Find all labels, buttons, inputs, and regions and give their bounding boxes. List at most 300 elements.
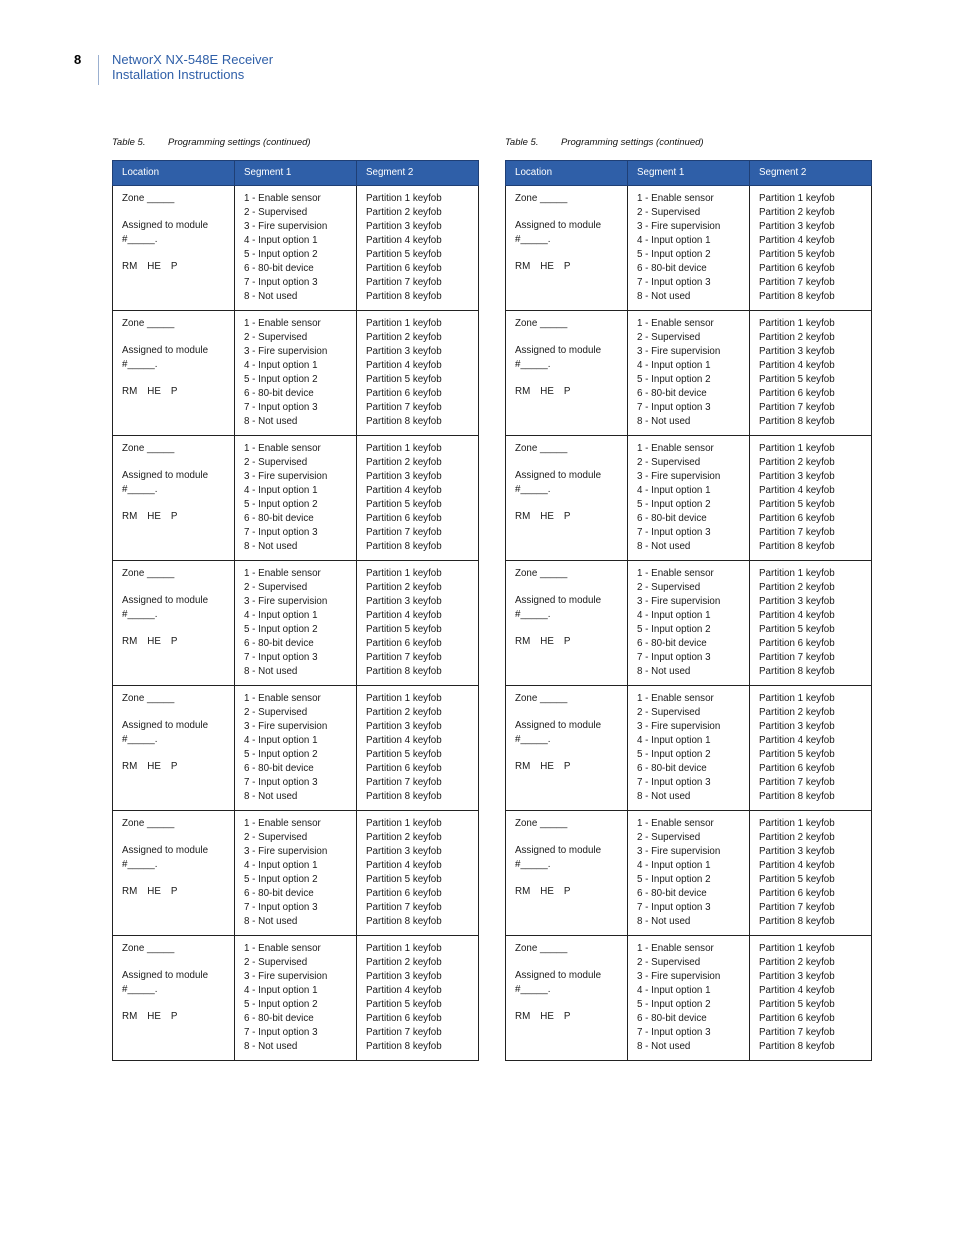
- assigned-module-label: Assigned to module: [515, 970, 602, 981]
- spacer: [122, 497, 230, 510]
- module-number-blank: #_____.: [122, 484, 158, 495]
- segment-2-option: Partition 5 keyfob: [759, 749, 835, 760]
- spacer: [122, 456, 230, 469]
- segment-1-option: 4 - Input option 1: [637, 235, 711, 246]
- segment-2-option: Partition 3 keyfob: [366, 471, 442, 482]
- flag-p: P: [563, 761, 571, 772]
- segment-2-cell: [357, 561, 479, 686]
- segment-1-option: 3 - Fire supervision: [637, 846, 721, 857]
- segment-2-option: Partition 1 keyfob: [759, 818, 835, 829]
- segment-2-option: Partition 2 keyfob: [366, 957, 442, 968]
- segment-2-option: Partition 4 keyfob: [759, 610, 835, 621]
- column-header-location: Location: [506, 161, 628, 186]
- segment-2-cell: [357, 311, 479, 436]
- assigned-module-label: Assigned to module: [122, 970, 209, 981]
- segment-2-option: Partition 7 keyfob: [366, 777, 442, 788]
- location-flags: [122, 510, 230, 524]
- segment-1-option: 8 - Not used: [637, 666, 691, 677]
- segment-2-option: Partition 5 keyfob: [759, 999, 835, 1010]
- segment-1-option: 8 - Not used: [637, 916, 691, 927]
- segment-2-option: Partition 5 keyfob: [366, 249, 442, 260]
- segment-1-option: 6 - 80-bit device: [637, 1013, 707, 1024]
- segment-1-option: 2 - Supervised: [244, 957, 308, 968]
- location-flags: [515, 510, 623, 524]
- segment-1-option: 5 - Input option 2: [244, 749, 318, 760]
- spacer: [515, 497, 623, 510]
- segment-1-option: 3 - Fire supervision: [244, 846, 328, 857]
- segment-2-option: Partition 1 keyfob: [366, 818, 442, 829]
- assigned-module-label: Assigned to module: [122, 220, 209, 231]
- segment-2-option: Partition 7 keyfob: [759, 902, 835, 913]
- segment-2-option: Partition 8 keyfob: [366, 416, 442, 427]
- flag-rm: RM: [122, 636, 138, 647]
- flag-rm: RM: [122, 1011, 138, 1022]
- segment-1-option: 2 - Supervised: [637, 582, 701, 593]
- segment-1-option: 4 - Input option 1: [637, 610, 711, 621]
- segment-1-option: 4 - Input option 1: [244, 235, 318, 246]
- segment-1-option: 7 - Input option 3: [244, 777, 318, 788]
- segment-2-option: Partition 1 keyfob: [366, 193, 442, 204]
- segment-1-cell: [235, 186, 357, 311]
- flag-rm: RM: [515, 1011, 531, 1022]
- table-row: [506, 811, 872, 936]
- segment-2-option: Partition 6 keyfob: [759, 888, 835, 899]
- location-cell: [113, 186, 235, 311]
- segment-1-option: 8 - Not used: [637, 541, 691, 552]
- flag-p: P: [170, 261, 178, 272]
- flag-he: HE: [147, 636, 161, 647]
- caption-text: Programming settings (continued): [168, 137, 311, 148]
- table-row: [113, 186, 479, 311]
- table-row: [113, 811, 479, 936]
- segment-2-option: Partition 1 keyfob: [366, 443, 442, 454]
- spacer: [515, 581, 623, 594]
- module-number-blank: #_____.: [515, 359, 551, 370]
- segment-1-option: 2 - Supervised: [244, 707, 308, 718]
- segment-1-option: 5 - Input option 2: [244, 624, 318, 635]
- segment-1-option: 1 - Enable sensor: [637, 443, 714, 454]
- segment-1-option: 7 - Input option 3: [244, 402, 318, 413]
- segment-1-option: 3 - Fire supervision: [244, 721, 328, 732]
- segment-1-option: 1 - Enable sensor: [637, 193, 714, 204]
- spacer: [122, 622, 230, 635]
- segment-1-cell: [235, 811, 357, 936]
- segment-2-cell: [750, 686, 872, 811]
- location-cell: [113, 686, 235, 811]
- segment-2-option: Partition 7 keyfob: [366, 652, 442, 663]
- assigned-module-label: Assigned to module: [122, 595, 209, 606]
- segment-2-option: Partition 3 keyfob: [759, 471, 835, 482]
- segment-2-option: Partition 4 keyfob: [759, 860, 835, 871]
- segment-1-option: 8 - Not used: [244, 666, 298, 677]
- segment-2-option: Partition 8 keyfob: [759, 291, 835, 302]
- segment-2-option: Partition 6 keyfob: [759, 513, 835, 524]
- segment-2-option: Partition 4 keyfob: [366, 360, 442, 371]
- spacer: [515, 997, 623, 1010]
- spacer: [122, 997, 230, 1010]
- location-flags: [122, 385, 230, 399]
- segment-2-option: Partition 2 keyfob: [366, 582, 442, 593]
- flag-p: P: [170, 511, 178, 522]
- flag-rm: RM: [515, 886, 531, 897]
- segment-1-option: 1 - Enable sensor: [244, 943, 321, 954]
- segment-2-option: Partition 3 keyfob: [759, 221, 835, 232]
- segment-2-cell: [357, 936, 479, 1061]
- segment-1-option: 3 - Fire supervision: [244, 596, 328, 607]
- segment-2-option: Partition 8 keyfob: [759, 916, 835, 927]
- zone-label: Zone _____: [515, 818, 568, 829]
- segment-1-option: 3 - Fire supervision: [244, 346, 328, 357]
- segment-1-option: 8 - Not used: [244, 1041, 298, 1052]
- segment-2-cell: [750, 186, 872, 311]
- segment-2-option: Partition 5 keyfob: [759, 874, 835, 885]
- segment-1-cell: [235, 936, 357, 1061]
- segment-2-option: Partition 1 keyfob: [366, 568, 442, 579]
- location-flags: [515, 385, 623, 399]
- segment-2-cell: [750, 436, 872, 561]
- column-header-segment-1: Segment 1: [628, 161, 750, 186]
- segment-2-option: Partition 6 keyfob: [366, 263, 442, 274]
- flag-p: P: [563, 386, 571, 397]
- assigned-module-label: Assigned to module: [515, 470, 602, 481]
- segment-1-option: 6 - 80-bit device: [244, 888, 314, 899]
- segment-2-option: Partition 1 keyfob: [759, 193, 835, 204]
- segment-1-option: 3 - Fire supervision: [637, 221, 721, 232]
- flag-rm: RM: [515, 511, 531, 522]
- spacer: [515, 372, 623, 385]
- segment-2-option: Partition 7 keyfob: [759, 277, 835, 288]
- table-row: [113, 311, 479, 436]
- segment-2-option: Partition 5 keyfob: [366, 999, 442, 1010]
- segment-1-cell: [235, 561, 357, 686]
- segment-1-option: 4 - Input option 1: [244, 985, 318, 996]
- segment-1-option: 6 - 80-bit device: [244, 388, 314, 399]
- segment-2-option: Partition 2 keyfob: [366, 332, 442, 343]
- segment-1-option: 6 - 80-bit device: [244, 1013, 314, 1024]
- segment-1-option: 5 - Input option 2: [637, 249, 711, 260]
- segment-1-option: 1 - Enable sensor: [637, 568, 714, 579]
- spacer: [122, 747, 230, 760]
- spacer: [515, 747, 623, 760]
- zone-label: Zone _____: [122, 443, 175, 454]
- segment-2-option: Partition 4 keyfob: [366, 610, 442, 621]
- flag-p: P: [170, 386, 178, 397]
- location-flags: [122, 1010, 230, 1024]
- segment-2-cell: [750, 811, 872, 936]
- assigned-module-label: Assigned to module: [515, 845, 602, 856]
- segment-1-option: 4 - Input option 1: [244, 360, 318, 371]
- flag-he: HE: [540, 886, 554, 897]
- segment-1-cell: [628, 936, 750, 1061]
- segment-2-option: Partition 4 keyfob: [366, 860, 442, 871]
- segment-1-option: 5 - Input option 2: [244, 374, 318, 385]
- segment-1-option: 2 - Supervised: [244, 332, 308, 343]
- table-row: [506, 311, 872, 436]
- flag-he: HE: [147, 1011, 161, 1022]
- segment-1-option: 1 - Enable sensor: [244, 443, 321, 454]
- location-flags: [515, 760, 623, 774]
- zone-label: Zone _____: [515, 693, 568, 704]
- location-cell: [506, 811, 628, 936]
- module-number-blank: #_____.: [122, 984, 158, 995]
- assigned-module-label: Assigned to module: [515, 220, 602, 231]
- segment-1-option: 6 - 80-bit device: [244, 513, 314, 524]
- spacer: [515, 872, 623, 885]
- flag-rm: RM: [515, 261, 531, 272]
- column-header-segment-1: Segment 1: [235, 161, 357, 186]
- flag-he: HE: [540, 386, 554, 397]
- flag-rm: RM: [122, 261, 138, 272]
- segment-2-option: Partition 5 keyfob: [366, 374, 442, 385]
- segment-1-option: 5 - Input option 2: [637, 749, 711, 760]
- location-cell: [113, 561, 235, 686]
- location-cell: [506, 561, 628, 686]
- segment-1-option: 8 - Not used: [244, 291, 298, 302]
- segment-2-option: Partition 7 keyfob: [366, 527, 442, 538]
- segment-1-option: 3 - Fire supervision: [244, 471, 328, 482]
- spacer: [122, 872, 230, 885]
- segment-2-option: Partition 1 keyfob: [759, 693, 835, 704]
- segment-2-option: Partition 1 keyfob: [759, 943, 835, 954]
- zone-label: Zone _____: [515, 568, 568, 579]
- flag-he: HE: [147, 511, 161, 522]
- location-flags: [122, 885, 230, 899]
- zone-label: Zone _____: [122, 693, 175, 704]
- segment-2-option: Partition 5 keyfob: [366, 749, 442, 760]
- table-caption-right: [505, 137, 704, 148]
- segment-2-cell: [357, 686, 479, 811]
- segment-1-option: 4 - Input option 1: [244, 485, 318, 496]
- flag-p: P: [563, 1011, 571, 1022]
- segment-1-option: 1 - Enable sensor: [244, 193, 321, 204]
- segment-1-option: 5 - Input option 2: [637, 624, 711, 635]
- segment-1-option: 6 - 80-bit device: [637, 763, 707, 774]
- segment-2-option: Partition 3 keyfob: [759, 846, 835, 857]
- segment-2-option: Partition 6 keyfob: [759, 638, 835, 649]
- segment-1-option: 3 - Fire supervision: [637, 971, 721, 982]
- location-flags: [515, 260, 623, 274]
- segment-2-option: Partition 4 keyfob: [759, 985, 835, 996]
- segment-1-option: 1 - Enable sensor: [637, 693, 714, 704]
- flag-he: HE: [147, 761, 161, 772]
- segment-1-option: 1 - Enable sensor: [244, 318, 321, 329]
- segment-1-option: 6 - 80-bit device: [637, 888, 707, 899]
- segment-2-option: Partition 2 keyfob: [366, 707, 442, 718]
- segment-2-option: Partition 3 keyfob: [366, 221, 442, 232]
- table-caption-left: [112, 137, 311, 148]
- segment-2-option: Partition 6 keyfob: [366, 388, 442, 399]
- segment-2-option: Partition 4 keyfob: [759, 485, 835, 496]
- spacer: [122, 206, 230, 219]
- flag-he: HE: [540, 761, 554, 772]
- segment-2-option: Partition 6 keyfob: [366, 1013, 442, 1024]
- module-number-blank: #_____.: [515, 984, 551, 995]
- table-header-row: [113, 161, 479, 186]
- segment-2-option: Partition 1 keyfob: [366, 693, 442, 704]
- segment-2-option: Partition 3 keyfob: [366, 971, 442, 982]
- segment-1-option: 7 - Input option 3: [637, 1027, 711, 1038]
- table-row: [113, 686, 479, 811]
- column-header-location: Location: [113, 161, 235, 186]
- segment-2-option: Partition 6 keyfob: [759, 763, 835, 774]
- segment-2-cell: [750, 936, 872, 1061]
- table-row: [506, 436, 872, 561]
- module-number-blank: #_____.: [515, 609, 551, 620]
- segment-2-option: Partition 8 keyfob: [366, 541, 442, 552]
- segment-1-option: 8 - Not used: [637, 416, 691, 427]
- segment-1-cell: [628, 186, 750, 311]
- module-number-blank: #_____.: [515, 234, 551, 245]
- segment-1-option: 1 - Enable sensor: [244, 818, 321, 829]
- spacer: [515, 706, 623, 719]
- segment-1-option: 7 - Input option 3: [637, 277, 711, 288]
- segment-1-option: 3 - Fire supervision: [637, 346, 721, 357]
- segment-2-option: Partition 8 keyfob: [366, 1041, 442, 1052]
- segment-1-option: 5 - Input option 2: [244, 499, 318, 510]
- location-cell: [506, 436, 628, 561]
- flag-p: P: [563, 636, 571, 647]
- segment-1-cell: [628, 811, 750, 936]
- zone-label: Zone _____: [122, 943, 175, 954]
- location-cell: [113, 436, 235, 561]
- segment-1-option: 1 - Enable sensor: [637, 943, 714, 954]
- segment-2-option: Partition 2 keyfob: [759, 207, 835, 218]
- segment-1-option: 5 - Input option 2: [637, 999, 711, 1010]
- assigned-module-label: Assigned to module: [515, 720, 602, 731]
- segment-2-option: Partition 4 keyfob: [366, 735, 442, 746]
- flag-p: P: [563, 511, 571, 522]
- module-number-blank: #_____.: [122, 359, 158, 370]
- location-cell: [113, 811, 235, 936]
- segment-2-option: Partition 3 keyfob: [759, 971, 835, 982]
- segment-1-cell: [235, 311, 357, 436]
- flag-rm: RM: [515, 636, 531, 647]
- flag-rm: RM: [122, 886, 138, 897]
- segment-1-option: 8 - Not used: [637, 791, 691, 802]
- segment-2-option: Partition 1 keyfob: [759, 568, 835, 579]
- segment-2-option: Partition 1 keyfob: [759, 443, 835, 454]
- segment-1-option: 3 - Fire supervision: [244, 221, 328, 232]
- segment-1-option: 8 - Not used: [637, 291, 691, 302]
- segment-2-cell: [357, 436, 479, 561]
- segment-2-option: Partition 8 keyfob: [759, 416, 835, 427]
- location-flags: [122, 260, 230, 274]
- table-row: [113, 936, 479, 1061]
- segment-2-option: Partition 5 keyfob: [759, 624, 835, 635]
- flag-rm: RM: [122, 511, 138, 522]
- segment-1-option: 2 - Supervised: [244, 457, 308, 468]
- segment-1-option: 6 - 80-bit device: [637, 513, 707, 524]
- flag-rm: RM: [122, 761, 138, 772]
- spacer: [122, 372, 230, 385]
- spacer: [122, 247, 230, 260]
- segment-1-option: 7 - Input option 3: [637, 652, 711, 663]
- segment-1-option: 2 - Supervised: [637, 207, 701, 218]
- location-cell: [113, 936, 235, 1061]
- segment-1-option: 2 - Supervised: [637, 832, 701, 843]
- module-number-blank: #_____.: [122, 609, 158, 620]
- segment-2-option: Partition 7 keyfob: [759, 777, 835, 788]
- segment-2-option: Partition 6 keyfob: [366, 638, 442, 649]
- spacer: [515, 956, 623, 969]
- table-row: [506, 936, 872, 1061]
- segment-1-option: 3 - Fire supervision: [244, 971, 328, 982]
- flag-he: HE: [540, 1011, 554, 1022]
- flag-p: P: [170, 886, 178, 897]
- segment-2-option: Partition 1 keyfob: [759, 318, 835, 329]
- segment-1-option: 2 - Supervised: [637, 457, 701, 468]
- segment-2-option: Partition 2 keyfob: [366, 207, 442, 218]
- flag-rm: RM: [515, 761, 531, 772]
- caption-number: Table 5.: [112, 137, 146, 148]
- programming-table-right: [505, 160, 872, 1061]
- column-header-segment-2: Segment 2: [357, 161, 479, 186]
- location-cell: [506, 186, 628, 311]
- module-number-blank: #_____.: [515, 484, 551, 495]
- flag-p: P: [563, 261, 571, 272]
- segment-1-option: 6 - 80-bit device: [637, 263, 707, 274]
- segment-1-option: 5 - Input option 2: [244, 999, 318, 1010]
- module-number-blank: #_____.: [515, 734, 551, 745]
- segment-1-option: 7 - Input option 3: [637, 902, 711, 913]
- assigned-module-label: Assigned to module: [515, 345, 602, 356]
- segment-2-option: Partition 4 keyfob: [759, 360, 835, 371]
- location-cell: [113, 311, 235, 436]
- segment-1-option: 1 - Enable sensor: [244, 693, 321, 704]
- flag-p: P: [170, 1011, 178, 1022]
- segment-1-cell: [628, 311, 750, 436]
- segment-1-cell: [628, 436, 750, 561]
- segment-1-option: 2 - Supervised: [244, 832, 308, 843]
- segment-1-option: 8 - Not used: [637, 1041, 691, 1052]
- segment-2-option: Partition 4 keyfob: [366, 485, 442, 496]
- caption-number: Table 5.: [505, 137, 539, 148]
- spacer: [515, 247, 623, 260]
- segment-1-option: 7 - Input option 3: [244, 652, 318, 663]
- segment-2-option: Partition 2 keyfob: [759, 707, 835, 718]
- segment-2-option: Partition 6 keyfob: [759, 388, 835, 399]
- segment-2-cell: [750, 311, 872, 436]
- segment-1-option: 7 - Input option 3: [244, 902, 318, 913]
- segment-2-option: Partition 5 keyfob: [759, 249, 835, 260]
- segment-1-option: 8 - Not used: [244, 541, 298, 552]
- segment-2-option: Partition 2 keyfob: [759, 332, 835, 343]
- flag-he: HE: [147, 261, 161, 272]
- segment-2-option: Partition 8 keyfob: [366, 291, 442, 302]
- segment-2-option: Partition 1 keyfob: [366, 943, 442, 954]
- segment-2-cell: [357, 811, 479, 936]
- title-line-1: NetworX NX-548E Receiver: [112, 52, 274, 67]
- location-cell: [506, 936, 628, 1061]
- spacer: [515, 331, 623, 344]
- spacer: [515, 206, 623, 219]
- zone-label: Zone _____: [122, 193, 175, 204]
- segment-1-option: 5 - Input option 2: [244, 874, 318, 885]
- document-title: [112, 52, 273, 82]
- segment-1-option: 2 - Supervised: [244, 207, 308, 218]
- segment-2-option: Partition 3 keyfob: [366, 596, 442, 607]
- zone-label: Zone _____: [122, 818, 175, 829]
- column-header-segment-2: Segment 2: [750, 161, 872, 186]
- flag-p: P: [170, 636, 178, 647]
- segment-2-option: Partition 4 keyfob: [366, 985, 442, 996]
- flag-p: P: [170, 761, 178, 772]
- segment-1-option: 2 - Supervised: [637, 957, 701, 968]
- flag-rm: RM: [122, 386, 138, 397]
- segment-1-option: 7 - Input option 3: [637, 527, 711, 538]
- segment-1-option: 2 - Supervised: [637, 332, 701, 343]
- segment-1-option: 6 - 80-bit device: [244, 763, 314, 774]
